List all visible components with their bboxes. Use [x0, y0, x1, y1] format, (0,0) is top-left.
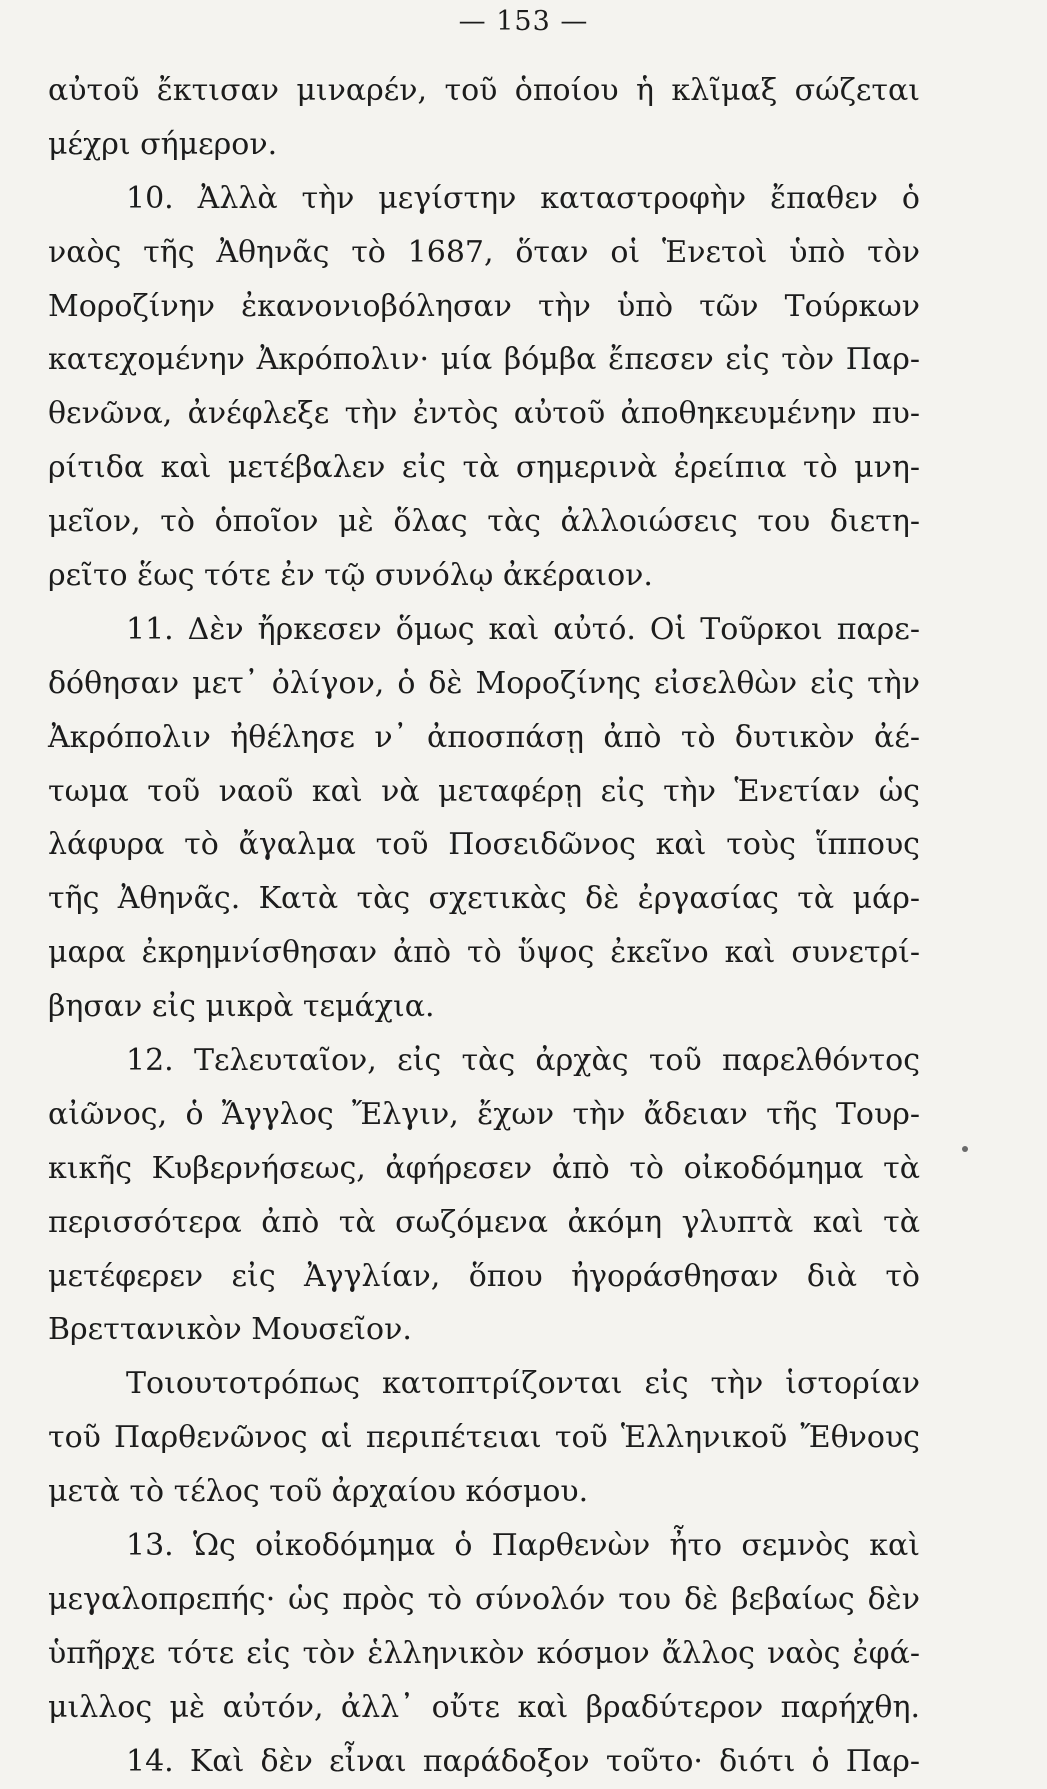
text-line: 12. Τελευταῖον, εἰς τὰς ἀρχὰς τοῦ παρελθόντος: [126, 1043, 920, 1079]
text-line: κικῆς Κυβερνήσεως, ἀφήρεσεν ἀπὸ τὸ οἰκοδόμημα τὰ: [48, 1150, 920, 1186]
text-line: 10. Ἀλλὰ τὴν μεγίστην καταστροφὴν ἔπαθεν ὁ: [126, 180, 920, 216]
text-line: δόθησαν μετ᾽ ὀλίγον, ὁ δὲ Μοροζίνης εἰσελθὼν εἰς τὴν: [48, 665, 920, 701]
text-line: μεγαλοπρεπής· ὡς πρὸς τὸ σύνολόν του δὲ βεβαίως δὲν: [48, 1581, 920, 1617]
text-line: περισσότερα ἀπὸ τὰ σωζόμενα ἀκόμη γλυπτὰ καὶ τὰ: [48, 1204, 920, 1240]
text-line: λάφυρα τὸ ἄγαλμα τοῦ Ποσειδῶνος καὶ τοὺς ἵππους: [48, 827, 920, 863]
text-line: Τοιουτοτρόπως κατοπτρίζονται εἰς τὴν ἱστορίαν: [126, 1366, 920, 1402]
text-line: 14. Καὶ δὲν εἶναι παράδοξον τοῦτο· διότι ὁ Παρ-: [126, 1743, 920, 1779]
text-line: αὐτοῦ ἔκτισαν μιναρέν, τοῦ ὁποίου ἡ κλῖμαξ σώζεται: [48, 73, 920, 108]
text-line: ὑπῆρχε τότε εἰς τὸν ἑλληνικὸν κόσμον ἄλλος ναὸς ἐφά-: [48, 1635, 920, 1671]
text-line: μετὰ τὸ τέλος τοῦ ἀρχαίου κόσμου.: [48, 1474, 589, 1510]
text-line: μιλλος μὲ αὐτόν, ἀλλ᾽ οὔτε καὶ βραδύτερον παρήχθη.: [48, 1689, 920, 1725]
text-line: βησαν εἰς μικρὰ τεμάχια.: [48, 989, 435, 1025]
text-line: θενῶνα, ἀνέφλεξε τὴν ἐντὸς αὐτοῦ ἀποθηκευμένην πυ-: [48, 396, 920, 432]
text-line: Μοροζίνην ἐκανονιοβόλησαν τὴν ὑπὸ τῶν Τούρκων: [48, 288, 920, 324]
text-line: Ἀκρόπολιν ἠθέλησε ν᾽ ἀποσπάσῃ ἀπὸ τὸ δυτικὸν ἀέ-: [48, 719, 920, 755]
text-line: 13. Ὡς οἰκοδόμημα ὁ Παρθενὼν ἦτο σεμνὸς καὶ: [126, 1528, 920, 1564]
text-line: τωμα τοῦ ναοῦ καὶ νὰ μεταφέρῃ εἰς τὴν Ἑνετίαν ὡς: [48, 773, 920, 809]
text-line: μετέφερεν εἰς Ἀγγλίαν, ὅπου ἠγοράσθησαν διὰ τὸ: [48, 1258, 920, 1294]
text-line: ρεῖτο ἕως τότε ἐν τῷ συνόλῳ ἀκέραιον.: [48, 558, 653, 594]
text-line: ναὸς τῆς Ἀθηνᾶς τὸ 1687, ὅταν οἱ Ἑνετοὶ ὑπὸ τὸν: [48, 234, 920, 270]
text-line: τῆς Ἀθηνᾶς. Κατὰ τὰς σχετικὰς δὲ ἐργασίας τὰ μάρ-: [48, 881, 920, 917]
text-line: ρίτιδα καὶ μετέβαλεν εἰς τὰ σημερινὰ ἐρείπια τὸ μνη-: [48, 450, 920, 486]
body-text: [48, 64, 920, 1789]
text-line: μαρα ἐκρημνίσθησαν ἀπὸ τὸ ὕψος ἐκεῖνο καὶ συνετρί-: [48, 935, 920, 971]
text-line: κατεχομένην Ἀκρόπολιν· μία βόμβα ἔπεσεν εἰς τὸν Παρ-: [48, 342, 920, 378]
text-line: 11. Δὲν ἤρκεσεν ὅμως καὶ αὐτό. Οἱ Τοῦρκοι παρε-: [126, 611, 920, 647]
text-line: τοῦ Παρθενῶνος αἱ περιπέτειαι τοῦ Ἑλληνικοῦ Ἔθνους: [48, 1420, 920, 1456]
margin-dot: [962, 1146, 968, 1152]
text-line: Βρεττανικὸν Μουσεῖον.: [48, 1312, 412, 1348]
text-line: αἰῶνος, ὁ Ἄγγλος Ἔλγιν, ἔχων τὴν ἄδειαν τῆς Τουρ-: [48, 1096, 920, 1132]
text-line: μεῖον, τὸ ὁποῖον μὲ ὅλας τὰς ἀλλοιώσεις του διετη-: [48, 504, 920, 540]
text-line: μέχρι σήμερον.: [48, 126, 278, 162]
page-number: — 153 —: [458, 6, 589, 37]
